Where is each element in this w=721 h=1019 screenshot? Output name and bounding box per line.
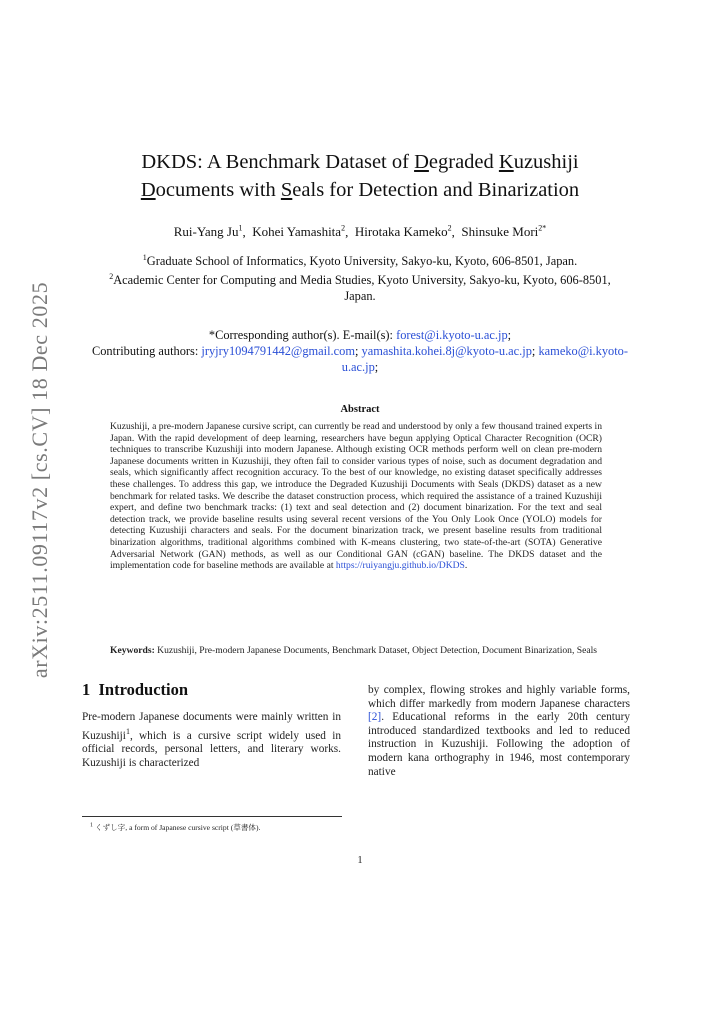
email-link-contributor[interactable]: yamashita.kohei.8j@kyoto-u.ac.jp bbox=[361, 344, 532, 358]
title-line-1: DKDS: A Benchmark Dataset of Degraded Kuzushiji bbox=[141, 151, 579, 173]
footnote: $^1$ くずし字, a form of Japanese cursive script (草書体). bbox=[90, 822, 261, 832]
email-link-corresponding[interactable]: forest@i.kyoto-u.ac.jp bbox=[396, 328, 508, 342]
keywords-label: Keywords: bbox=[110, 645, 155, 656]
affiliations bbox=[95, 250, 625, 304]
arxiv-identifier: arXiv:2511.09117v2 [cs.CV] 18 Dec 2025 bbox=[27, 281, 52, 679]
affiliation-1: $^1$Graduate School of Informatics, Kyoto University, Sakyo-ku, Kyoto, 606-8501, Japan. bbox=[142, 253, 578, 269]
author: Shinsuke Mori$^{2*}$ bbox=[461, 224, 547, 240]
affiliation-2: $^2$Academic Center for Computing and Media Studies, Kyoto University, Sakyo-ku, Kyoto, 606-8501, Japan. bbox=[109, 272, 611, 304]
intro-paragraph-right: by complex, flowing strokes and highly variable forms, which differ markedly from modern Japanese characters [2]. Educational reforms in the early 20th century introduced standardized textbooks and led to reduced instruction in Kuzushiji. Following the adoption of modern kana orthography in 1946, most contemporary native bbox=[368, 684, 630, 778]
citation-link[interactable]: [2] bbox=[368, 711, 382, 724]
corresponding-author: *Corresponding author(s). E-mail(s): forest@i.kyoto-u.ac.jp; bbox=[208, 328, 512, 342]
author: Hirotaka Kameko$^2$ bbox=[354, 224, 452, 240]
keywords: Keywords: Kuzushiji, Pre-modern Japanese Documents, Benchmark Dataset, Object Detection, Document Binarization, Seals bbox=[110, 645, 598, 656]
author: Kohei Yamashita$^2$ bbox=[252, 224, 346, 240]
abstract-heading: Abstract bbox=[340, 404, 380, 415]
intro-paragraph-left: Pre-modern Japanese documents were mainly written in Kuzushiji$^1$, which is a cursive script widely used in official records, personal letters, and literary works. Kuzushiji is characterized bbox=[82, 711, 341, 769]
page-number: 1 bbox=[357, 855, 363, 866]
project-url-link[interactable]: https://ruiyangju.github.io/DKDS bbox=[335, 560, 465, 572]
footnote-marker: 1 bbox=[125, 726, 130, 736]
author: Rui-Yang Ju$^1$ bbox=[173, 224, 243, 240]
correspondence bbox=[90, 327, 630, 375]
contributing-authors: Contributing authors: jryjry1094791442@gmail.com; yamashita.kohei.8j@kyoto-u.ac.jp; kameko@i.kyoto-u.ac.jp; bbox=[91, 344, 629, 374]
footnote-divider bbox=[82, 816, 342, 817]
email-link-contributor[interactable]: jryjry1094791442@gmail.com bbox=[201, 344, 355, 358]
abstract-body: Kuzushiji, a pre-modern Japanese cursive script, can currently be read and understood by only a few thousand trained experts in Japan. With the rapid development of deep learning, researchers have begun applying Optical Character Recognition (OCR) techniques to transcribe Kuzushiji into modern Japanese. Although existing OCR methods perform well on clean pre-modern Japanese documents written in Kuzushiji, they often fail to consider various types of noise, such as document degradation and seals, which significantly affect recognition accuracy. To the best of our knowledge, no existing dataset specifically addresses these challenges. To address this gap, we introduce the Degraded Kuzushiji Documents with Seals (DKDS) dataset as a new benchmark for related tasks. We describe the dataset construction process, which required the assistance of a trained Kuzushiji expert, and define two benchmark tracks: (1) text and seal detection and (2) document binarization. For the text and seal detection track, we provide baseline results using several recent versions of the You Only Look Once (YOLO) models for detecting Kuzushiji characters and seals. For the document binarization track, we present baseline results from traditional binarization algorithms, traditional algorithms combined with K-means clustering, two state-of-the-art (SOTA) Generative Adversarial Network (GAN) methods, as well as our Conditional GAN (cGAN) baseline. The DKDS dataset and the implementation code for baseline methods are available at https://ruiyangju.github.io/DKDS. bbox=[110, 421, 602, 572]
author-list: Rui-Yang Ju$^1$, Kohei Yamashita$^2$, Hirotaka Kameko$^2$, Shinsuke Mori$^{2*}$ bbox=[173, 224, 547, 240]
title-line-2: Documents with Seals for Detection and Binarization bbox=[140, 179, 580, 201]
paper-title bbox=[60, 148, 660, 204]
email-link-contributor[interactable]: kameko@i.kyoto-u.ac.jp bbox=[341, 344, 629, 374]
section-heading-introduction: 1 Introduction bbox=[82, 680, 189, 699]
